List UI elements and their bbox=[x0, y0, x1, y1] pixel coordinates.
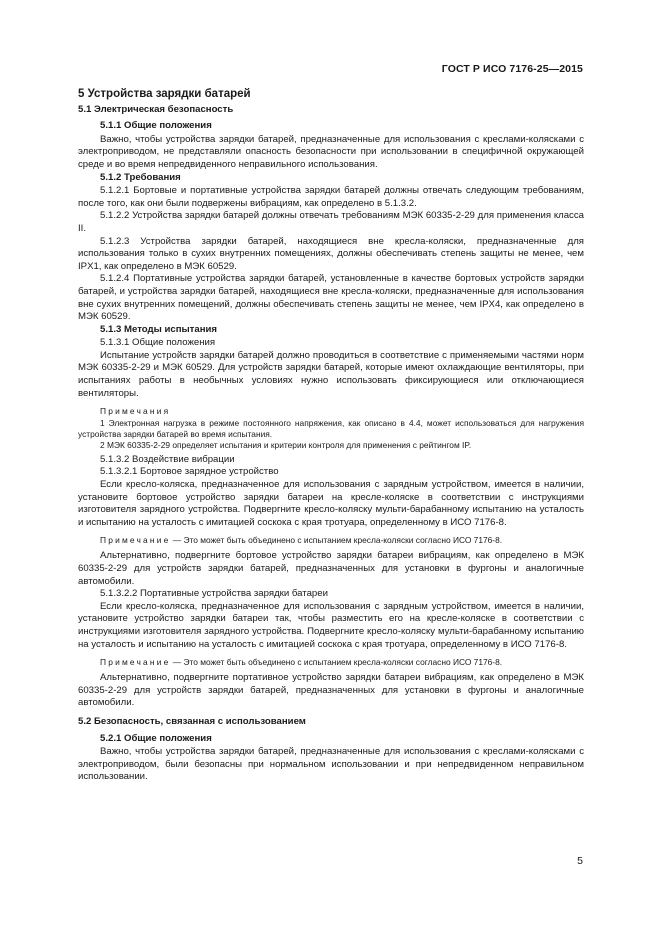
clause-5-1-2-4: 5.1.2.4 Портативные устройства зарядки батарей, установленные в качестве бортовых устройств зарядки батарей, и устройства зарядки батарей, находящиеся вне кресла-коляски, предназначенные для использования вне сухих внутренних помещений, должны обеспечивать степень защиты не менее, чем IPX4, как определено в МЭК 60529. bbox=[78, 273, 584, 323]
section-5-2-1-text: Важно, чтобы устройства зарядки батарей, предназначенные для использования с креслами-колясками с электроприводом, были безопасны при нормальном использовании и при непредвиденном неправильном использовании. bbox=[78, 746, 584, 783]
section-5-1-3-title: 5.1.3 Методы испытания bbox=[100, 323, 218, 335]
section-5-2-title: 5.2 Безопасность, связанная с использованием bbox=[78, 715, 306, 727]
clause-5-1-2-2: 5.1.2.2 Устройства зарядки батарей должны отвечать требованиям МЭК 60335-2-29 для применения класса II. bbox=[78, 210, 584, 234]
note-portable bbox=[78, 656, 584, 668]
section-5-1-3-1-text: Испытание устройств зарядки батарей должно проводиться в соответствие с применяемыми частями норм МЭК 60335-2-29 и МЭК 60529. Для устройств зарядки батарей, которые имеют охлаждающие вентиляторы, при испытаниях работы в необычных условиях нужно использовать фиксирующиеся или отключающиеся вентиляторы. bbox=[78, 349, 584, 399]
note-text: — Это может быть объединено с испытанием кресла-коляски согласно ИСО 7176-8. bbox=[170, 657, 503, 668]
note-1: 1 Электронная нагрузка в режиме постоянного напряжения, как описано в 4.4, может использоваться для нагружения устройства зарядки батарей во время испытания. bbox=[78, 417, 584, 439]
section-5-1-3-1-title: 5.1.3.1 Общие положения bbox=[100, 337, 216, 349]
section-5-1-3-2-1-alt: Альтернативно, подвергните бортовое устройство зарядки батареи вибрациям, как определено в МЭК 60335-2-29 для устройств зарядки батарей, предназначенных для установки в фургоны и аналогичные автомобили. bbox=[78, 550, 584, 587]
section-5-title: 5 Устройства зарядки батарей bbox=[78, 88, 251, 100]
note-label: Примечание bbox=[100, 657, 171, 668]
clause-5-1-2-1: 5.1.2.1 Бортовые и портативные устройства зарядки батарей должны отвечать следующим требованиям, после того, как они были подвержены вибрациям, как определено в 5.1.3.2. bbox=[78, 185, 584, 209]
section-5-2-1-title: 5.2.1 Общие положения bbox=[100, 732, 212, 744]
note-2: 2 МЭК 60335-2-29 определяет испытания и критерии контроля для применения с рейтингом IP. bbox=[100, 439, 472, 450]
section-5-1-3-2-2-title: 5.1.3.2.2 Портативные устройства зарядки батареи bbox=[100, 588, 328, 600]
section-5-1-3-2-title: 5.1.3.2 Воздействие вибрации bbox=[100, 453, 235, 465]
notes-label: Примечания bbox=[100, 406, 171, 417]
section-5-1-1-title: 5.1.1 Общие положения bbox=[100, 120, 212, 132]
standard-header: ГОСТ Р ИСО 7176-25—2015 bbox=[441, 63, 583, 75]
section-5-1-3-2-2-text: Если кресло-коляска, предназначенное для использования с зарядным устройством, имеется в наличии, установите устройство зарядки батареи так, чтобы разместить его на кресле-коляске в соответствии с инструкциями изготовителя зарядного устройства. Подвергните кресло-коляску мульти-барабанному испытанию на усталость и испытанию на усталость с имитацией соскока с края тротуара, определенному в ИСО 7176-8. bbox=[78, 600, 584, 650]
note-label: Примечание bbox=[100, 535, 171, 546]
document-body bbox=[78, 86, 584, 784]
note-onboard bbox=[78, 534, 584, 546]
section-5-1-3-2-2-alt: Альтернативно, подвергните портативное устройство зарядки батареи вибрациям, как определено в МЭК 60335-2-29 для устройств зарядки батарей, предназначенных для установки в фургоны и аналогичные автомобили. bbox=[78, 672, 584, 709]
clause-5-1-2-3: 5.1.2.3 Устройства зарядки батарей, находящиеся вне кресла-коляски, предназначенные для использования только в сухих внутренних помещениях, должны обеспечивать степень защиты не менее, чем IPX1, как определено в МЭК 60529. bbox=[78, 235, 584, 272]
section-5-1-3-2-1-text: Если кресло-коляска, предназначенное для использования с зарядным устройством, имеется в наличии, установите бортовое устройство зарядки батареи на кресле-коляске в соответствии с инструкциями изготовителя зарядного устройства. Подвергните кресло-коляску мульти-барабанному испытанию на усталость и испытанию на усталость с имитацией соскока с края тротуара, определенному в ИСО 7176-8. bbox=[78, 479, 584, 528]
page-number: 5 bbox=[577, 855, 583, 867]
section-5-1-title: 5.1 Электрическая безопасность bbox=[78, 103, 234, 115]
section-5-1-2-title: 5.1.2 Требования bbox=[100, 171, 181, 183]
section-5-1-1-text: Важно, чтобы устройства зарядки батарей, предназначенные для использования с креслами-колясками с электроприводом, не представляли опасность безопасности при использовании в специфичной окружающей среде и во время непредвиденного неправильного использования. bbox=[78, 133, 584, 170]
note-text: — Это может быть объединено с испытанием кресла-коляски согласно ИСО 7176-8. bbox=[170, 535, 503, 546]
section-5-1-3-2-1-title: 5.1.3.2.1 Бортовое зарядное устройство bbox=[100, 466, 279, 478]
